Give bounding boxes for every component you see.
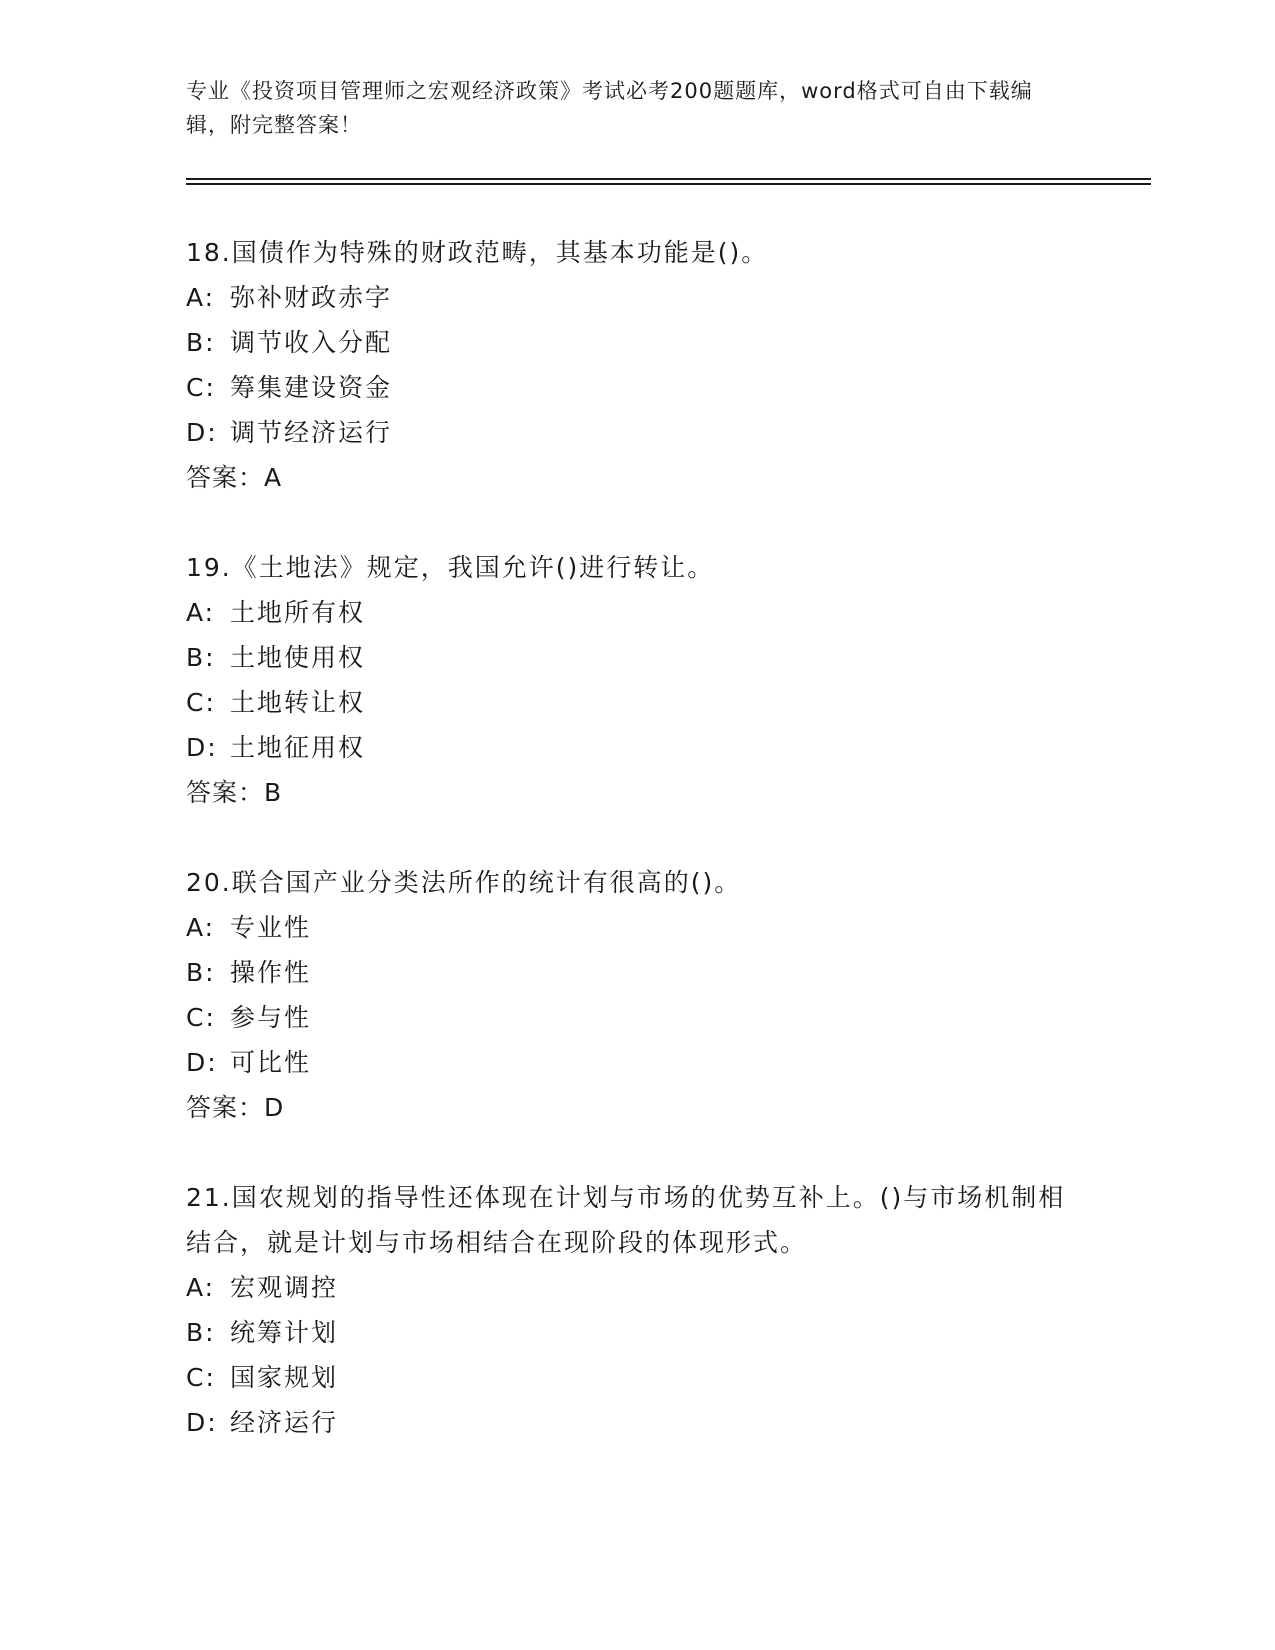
option-text: 宏观调控 xyxy=(230,1273,339,1302)
option-letter: D: xyxy=(186,1048,218,1077)
option-a xyxy=(186,1265,1066,1310)
answer-text: 答案：A xyxy=(186,463,283,492)
option-letter: C: xyxy=(186,1003,216,1032)
option-letter: A: xyxy=(186,1273,216,1302)
option-letter: B: xyxy=(186,1318,216,1347)
option-d xyxy=(186,1400,1066,1445)
option-a xyxy=(186,590,1086,635)
option-c xyxy=(186,680,1086,725)
option-letter: A: xyxy=(186,283,216,312)
option-text: 土地所有权 xyxy=(230,598,366,627)
option-d xyxy=(186,725,1086,770)
option-text: 土地征用权 xyxy=(230,733,366,762)
option-text: 操作性 xyxy=(230,958,312,987)
header-divider-top xyxy=(186,178,1151,180)
option-d xyxy=(186,1040,1086,1085)
option-a xyxy=(186,905,1086,950)
question-18 xyxy=(186,230,1086,500)
option-c xyxy=(186,365,1086,410)
header-divider-bottom xyxy=(186,183,1151,185)
question-stem: 18.国债作为特殊的财政范畴，其基本功能是()。 xyxy=(186,238,769,267)
option-letter: A: xyxy=(186,598,216,627)
option-text: 调节经济运行 xyxy=(230,418,393,447)
option-letter: B: xyxy=(186,958,216,987)
question-21 xyxy=(186,1175,1066,1445)
option-text: 经济运行 xyxy=(230,1408,339,1437)
option-letter: A: xyxy=(186,913,216,942)
answer-text: 答案：B xyxy=(186,778,283,807)
option-text: 调节收入分配 xyxy=(230,328,393,357)
option-b xyxy=(186,635,1086,680)
option-b xyxy=(186,320,1086,365)
option-d xyxy=(186,410,1086,455)
option-text: 专业性 xyxy=(230,913,312,942)
question-19 xyxy=(186,545,1086,815)
option-c xyxy=(186,995,1086,1040)
option-letter: C: xyxy=(186,373,216,402)
option-a xyxy=(186,275,1086,320)
option-text: 筹集建设资金 xyxy=(230,373,393,402)
option-letter: D: xyxy=(186,418,218,447)
option-letter: B: xyxy=(186,328,216,357)
option-text: 统筹计划 xyxy=(230,1318,339,1347)
option-letter: C: xyxy=(186,1363,216,1392)
option-text: 土地使用权 xyxy=(230,643,366,672)
option-b xyxy=(186,1310,1066,1355)
option-letter: D: xyxy=(186,733,218,762)
option-letter: D: xyxy=(186,1408,218,1437)
option-text: 土地转让权 xyxy=(230,688,366,717)
option-letter: B: xyxy=(186,643,216,672)
option-text: 可比性 xyxy=(230,1048,312,1077)
answer-text: 答案：D xyxy=(186,1093,285,1122)
option-text: 弥补财政赤字 xyxy=(230,283,393,312)
option-letter: C: xyxy=(186,688,216,717)
question-stem: 19.《土地法》规定，我国允许()进行转让。 xyxy=(186,553,715,582)
option-text: 国家规划 xyxy=(230,1363,339,1392)
question-stem: 21.国农规划的指导性还体现在计划与市场的优势互补上。()与市场机制相结合，就是计划与市场相结合在现阶段的体现形式。 xyxy=(186,1183,1066,1257)
option-text: 参与性 xyxy=(230,1003,312,1032)
option-c xyxy=(186,1355,1066,1400)
question-20 xyxy=(186,860,1086,1130)
option-b xyxy=(186,950,1086,995)
question-stem: 20.联合国产业分类法所作的统计有很高的()。 xyxy=(186,868,742,897)
document-header: 专业《投资项目管理师之宏观经济政策》考试必考200题题库，word格式可自由下载编辑，附完整答案！ xyxy=(186,79,1033,137)
